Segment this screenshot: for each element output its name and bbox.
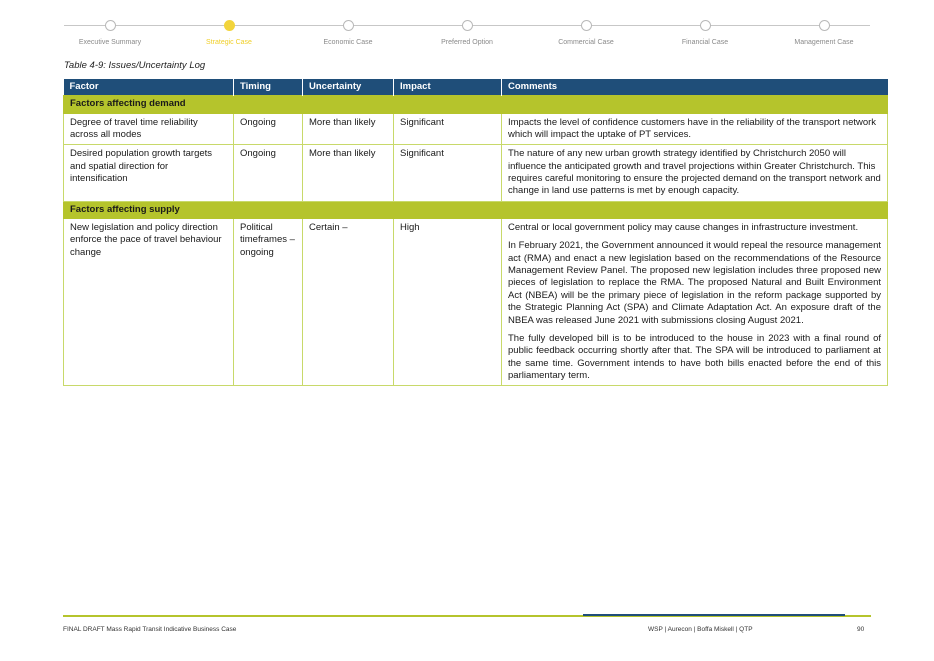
issues-uncertainty-table: [63, 79, 888, 386]
cell-uncertainty: More than likely: [303, 113, 394, 145]
header-impact: Impact: [394, 79, 502, 96]
step-management-case[interactable]: [764, 18, 884, 46]
step-dot: [105, 20, 116, 31]
comment-paragraph: Impacts the level of confidence customers have in the reliability of the transport network which will impact the uptake of PT services.: [508, 116, 877, 141]
group-title: Factors affecting supply: [64, 201, 888, 218]
cell-uncertainty: Certain –: [303, 219, 394, 386]
comment-paragraph: Central or local government policy may cause changes in infrastructure investment.: [508, 222, 859, 234]
group-row-demand: [64, 96, 888, 113]
cell-timing: Ongoing: [234, 145, 303, 201]
cell-impact: High: [394, 219, 502, 386]
comment-paragraph: In February 2021, the Government announced it would repeal the resource management act (RMA) and enact a new legislation based on the recommendations of the Resource Management Review Panel. The proposed new legislation includes three proposed new pieces of legislation to replace the RMA. The proposed Natural and Built Environment Act (NBEA) will be the primary piece of legislation in the reform package supported by the Strategic Planning Act (SPA) and Climate Adaptation Act. An exposure draft of the NBEA was released June 2021 with submissions closing August 2021.: [508, 240, 881, 326]
step-executive-summary[interactable]: [50, 18, 170, 46]
step-commercial-case[interactable]: [526, 18, 646, 46]
step-dot-active: [224, 20, 235, 31]
step-economic-case[interactable]: [288, 18, 408, 46]
cell-uncertainty: More than likely: [303, 145, 394, 201]
step-label: Preferred Option: [441, 39, 493, 46]
footer-divider-accent: [583, 614, 845, 616]
step-dot: [462, 20, 473, 31]
step-label: Commercial Case: [558, 39, 614, 46]
header-comments: Comments: [502, 79, 888, 96]
table-row: [64, 219, 888, 386]
step-label: Strategic Case: [206, 39, 252, 46]
step-dot: [581, 20, 592, 31]
cell-timing: Ongoing: [234, 113, 303, 145]
group-title: Factors affecting demand: [64, 96, 888, 113]
header-factor: Factor: [64, 79, 234, 96]
cell-timing: Political timeframes – ongoing: [234, 219, 303, 386]
step-label: Management Case: [794, 39, 854, 46]
table-row: [64, 145, 888, 201]
group-row-supply: [64, 201, 888, 218]
step-preferred-option[interactable]: [407, 18, 527, 46]
table-header-row: [64, 79, 888, 96]
cell-comments: [502, 145, 888, 201]
step-label: Financial Case: [681, 39, 729, 46]
cell-impact: Significant: [394, 113, 502, 145]
step-label: Economic Case: [323, 39, 373, 46]
step-dot: [700, 20, 711, 31]
header-timing: Timing: [234, 79, 303, 96]
table-caption: Table 4-9: Issues/Uncertainty Log: [64, 60, 206, 71]
cell-comments: [502, 113, 888, 145]
cell-factor: Degree of travel time reliability across all modes: [64, 113, 234, 145]
comment-paragraph: The fully developed bill is to be introduced to the house in 2023 with a final round of public feedback occurring shortly after that. The SPA will be introduced to parliament at the same time. Government intends to have both bills enacted before the end of this parliamentary term.: [508, 332, 881, 381]
progress-stepper: [64, 18, 870, 50]
header-uncertainty: Uncertainty: [303, 79, 394, 96]
comment-paragraph: The nature of any new urban growth strategy identified by Christchurch 2050 will influence the anticipated growth and travel projections within Greater Christchurch. This requires careful monitoring to ensure the projected demand on the transport network and change in land use patterns is met by enough capacity.: [508, 148, 881, 197]
step-dot: [343, 20, 354, 31]
cell-impact: Significant: [394, 145, 502, 201]
cell-comments: [502, 219, 888, 386]
footer-authors: WSP | Aurecon | Boffa Miskell | QTP: [648, 626, 753, 633]
step-strategic-case[interactable]: [169, 18, 289, 46]
cell-factor: Desired population growth targets and spatial direction for intensification: [64, 145, 234, 201]
step-label: Executive Summary: [78, 39, 142, 46]
step-dot: [819, 20, 830, 31]
cell-factor: New legislation and policy direction enforce the pace of travel behaviour change: [64, 219, 234, 386]
page-number: 90: [857, 626, 865, 633]
table-row: [64, 113, 888, 145]
footer-divider: [63, 615, 871, 617]
step-financial-case[interactable]: [645, 18, 765, 46]
footer-document-title: FINAL DRAFT Mass Rapid Transit Indicative Business Case: [63, 626, 237, 633]
